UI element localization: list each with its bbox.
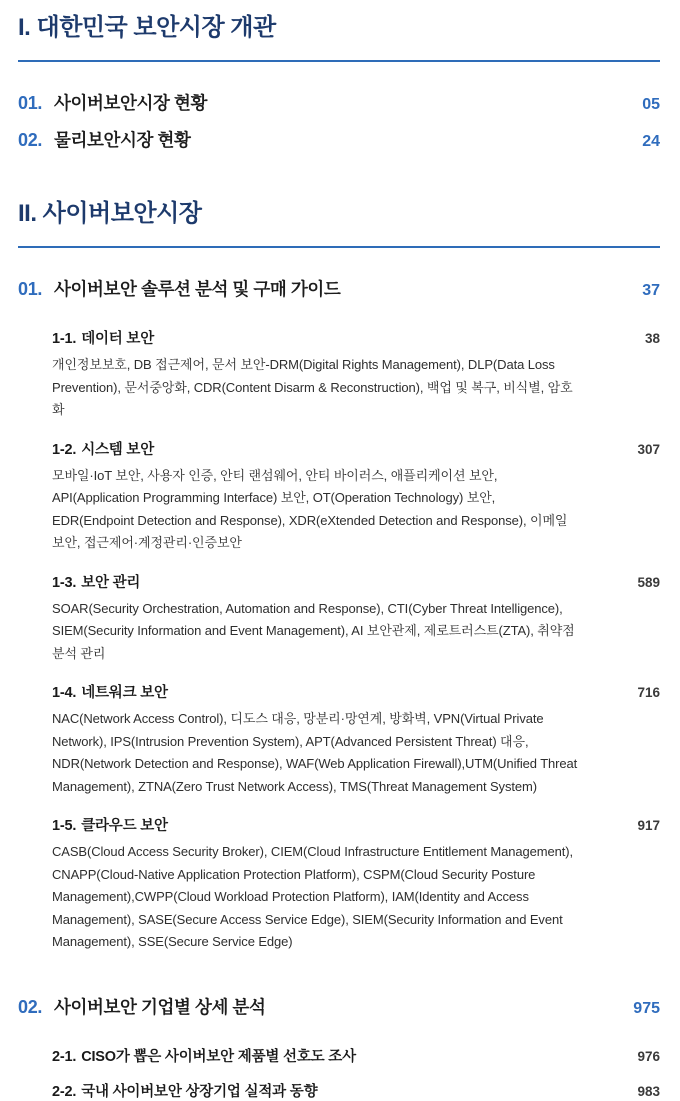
toc-item-page-number: 975 [633, 999, 660, 1017]
toc-subitem-page-number: 307 [637, 441, 660, 457]
toc-subitem-heading-row[interactable] [52, 571, 660, 592]
toc-subitem-heading-row[interactable] [52, 327, 660, 348]
toc-item-physical-market-status[interactable] [18, 127, 660, 152]
toc-item-title: 물리보안시장 현황 [54, 130, 191, 150]
section-heading: II. 사이버보안시장 [18, 200, 202, 227]
toc-subitem-page-number: 589 [637, 574, 660, 590]
toc-item-page-number: 05 [642, 96, 660, 113]
toc-subitem-description: NAC(Network Access Control), 디도스 대응, 망분리·망연계, 방화벽, VPN(Virtual Private Network), IPS(Intrusion Prevention System), APT(Advanced Persistent Threat) 대응, NDR(Network Detection and Response), WAF(Web Application Firewall),UTM(Unified Threat Management), ZTNA(Zero Trust Network Access), TMS(Threat Management System) [52, 711, 578, 794]
toc-subitem-cloud-security [52, 814, 660, 954]
toc-subitem-page-number: 976 [637, 1048, 660, 1064]
toc-subitem-number: 1-3. [52, 574, 77, 591]
toc-item-page-number: 37 [642, 282, 660, 299]
toc-subitem-heading-row[interactable] [52, 438, 660, 459]
toc-subitem-network-security [52, 681, 660, 798]
toc-item-title: 사이버보안시장 현황 [54, 93, 208, 113]
section-divider [18, 60, 660, 62]
toc-item-number: 01. [18, 93, 43, 113]
toc-subitem-description: SOAR(Security Orchestration, Automation and Response), CTI(Cyber Threat Intelligence), SIEM(Security Information and Event Management), AI 보안관제, 제로트러스트(ZTA), 취약점 분석 관리 [52, 600, 575, 661]
toc-subitem-title: CISO가 뽑은 사이버보안 제품별 선호도 조사 [81, 1048, 356, 1065]
toc-subitem-group [18, 1045, 660, 1101]
toc-subitem-ciso-survey [52, 1045, 660, 1066]
toc-subitem-description: CASB(Cloud Access Security Broker), CIEM(Cloud Infrastructure Entitlement Management), CNAPP(Cloud-Native Application Protection Platform), CSPM(Cloud Security Posture Management),CWPP(Cloud Workload Protection Platform), IAM(Identity and Access Management), SASE(Secure Access Service Edge), SIEM(Security Information and Event Management), SSE(Secure Service Edge) [52, 844, 573, 949]
toc-subitem-title: 데이터 보안 [81, 331, 155, 347]
toc-subitem-title: 국내 사이버보안 상장기업 실적과 동향 [81, 1083, 318, 1100]
toc-item-solution-guide[interactable] [18, 276, 660, 301]
section-cyber-security-market [18, 198, 660, 1101]
section-korea-security-market [18, 12, 660, 152]
toc-subitem-description: 개인정보보호, DB 접근제어, 문서 보안-DRM(Digital Rights Management), DLP(Data Loss Prevention), 문서중앙화, CDR(Content Disarm & Reconstruction), 백업 및 복구, 비식별, 암호화 [52, 357, 573, 417]
toc-item-number: 01. [18, 279, 43, 299]
toc-subitem-title: 클라우드 보안 [81, 818, 168, 834]
toc-item-cyber-market-status[interactable] [18, 90, 660, 115]
toc-subitem-title: 네트워크 보안 [81, 685, 168, 701]
toc-item-page-number: 24 [642, 133, 660, 150]
toc-subitem-security-management [52, 571, 660, 666]
toc-subitem-number: 1-1. [52, 331, 77, 347]
section-heading: I. 대한민국 보안시장 개관 [18, 14, 276, 41]
toc-subitem-number: 1-2. [52, 441, 77, 458]
toc-subitem-heading-row[interactable] [52, 681, 660, 702]
toc-subitem-page-number: 917 [637, 818, 660, 833]
toc-subitem-data-security [52, 327, 660, 422]
section-divider [18, 246, 660, 248]
toc-subitem-number: 1-5. [52, 818, 77, 834]
toc-subitem-title: 시스템 보안 [81, 441, 155, 458]
toc-subitem-page-number: 38 [644, 331, 660, 346]
toc-item-number: 02. [18, 996, 43, 1017]
toc-subitem-page-number: 983 [637, 1083, 660, 1099]
toc-subitem-number: 2-1. [52, 1048, 77, 1065]
toc-subitem-description: 모바일·IoT 보안, 사용자 인증, 안티 랜섬웨어, 안티 바이러스, 애플리케이션 보안, API(Application Programming Interface) 보안, OT(Operation Technology) 보안, EDR(Endpoint Detection and Response), XDR(eXtended Detection and Response), 이메일 보안, 접근제어·계정관리·인증보안 [52, 467, 568, 550]
toc-subitem-system-security [52, 438, 660, 555]
toc-item-company-analysis[interactable] [18, 994, 660, 1019]
toc-item-number: 02. [18, 130, 43, 150]
toc-item-title: 사이버보안 솔루션 분석 및 구매 가이드 [54, 279, 341, 299]
toc-subitem-number: 1-4. [52, 685, 77, 701]
toc-subitem-listed-companies [52, 1080, 660, 1101]
toc-subitem-heading-row[interactable] [52, 814, 660, 835]
toc-subitem-title: 보안 관리 [81, 574, 141, 591]
toc-subitem-heading-row[interactable] [52, 1045, 660, 1066]
toc-subitem-number: 2-2. [52, 1083, 77, 1100]
toc-item-title: 사이버보안 기업별 상세 분석 [54, 996, 266, 1017]
toc-subitem-page-number: 716 [637, 685, 660, 700]
toc-subitem-heading-row[interactable] [52, 1080, 660, 1101]
